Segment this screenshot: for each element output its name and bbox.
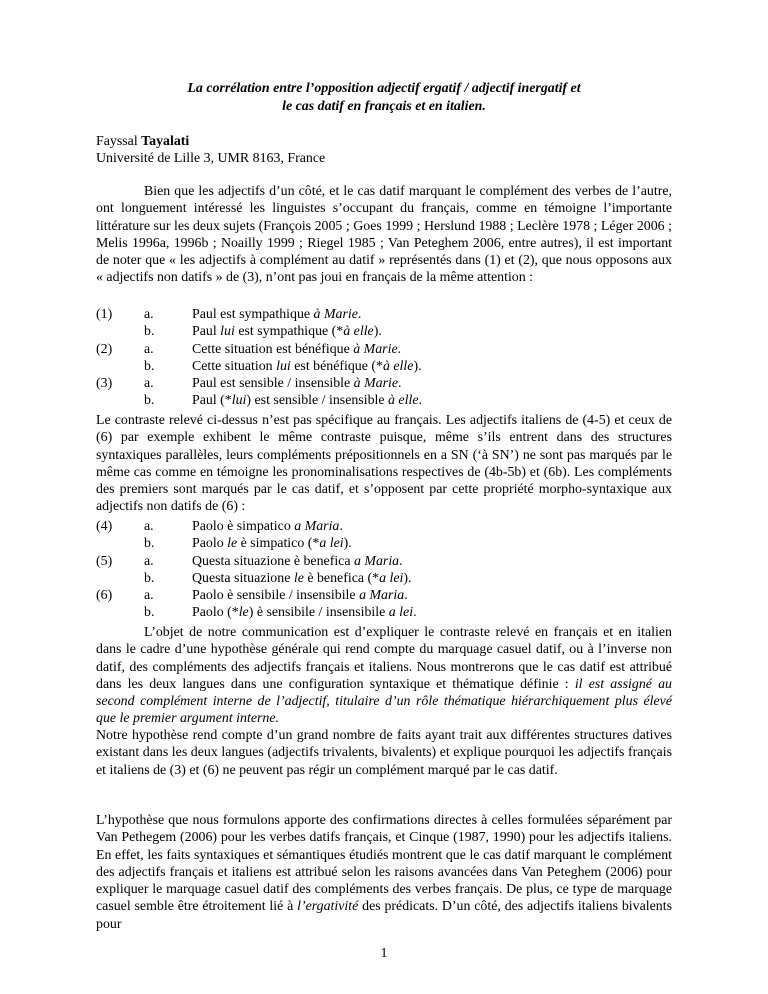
example-letter: a. (144, 376, 154, 392)
sentence-text: . (399, 553, 403, 569)
sentence-text: è benefica (* (303, 570, 380, 586)
sentence-text: Paul (192, 324, 221, 340)
sentence-italic: a Maria (359, 588, 405, 604)
example-row (96, 587, 672, 604)
sentence-text: Questa situazione (192, 570, 294, 586)
paragraph-hypothesis: Notre hypothèse rend compte d’un grand nombre de faits ayant trait aux différentes structures datives existant dans les deux langues (adjectifs trivalents, bivalents) et explique pourquoi les adjectifs français et italiens de (3) et (6) ne peuvent pas régir un complément marqué par le cas datif. (96, 728, 672, 778)
hypothesis-statement: il est assigné au second complément interne de l’adjectif, titulaire d’un rôle thématique hiérarchiquement plus élevé que le premier argument interne. (96, 676, 672, 727)
sentence-italic: à Marie (313, 307, 358, 322)
sentence-text: . (404, 588, 408, 604)
author-block (96, 133, 325, 168)
paragraph-objective (96, 624, 672, 728)
author-name (96, 133, 325, 150)
sentence-text: ) est sensible / insensible (246, 393, 389, 409)
example-sentence (192, 392, 422, 409)
example-sentence (192, 375, 402, 392)
objective-text: L’objet de notre communication est d’expliquer le contraste relevé en français et en italien dans le cadre d’une hypothèse générale qui rend compte du marquage casuel datif, ou à l’inverse non datif, des compléments des adjectifs français et italiens. Nous montrerons que le cas datif est attribué dans les deux langues dans une configuration syntaxique et thématique définie : (96, 625, 672, 692)
paragraph-contrast: Le contraste relevé ci-dessus n’est pas spécifique au français. Les adjectifs italiens de (4-5) et ceux de (6) par exemple exhibent le même contraste puisque, même s’ils entrent dans des structures syntaxiques parallèles, leurs compléments prépositionnels en a SN (‘à SN’) ne sont pas marqués par le même cas comme en témoigne les pronominalisations respectives de (4b-5b) et (6b). Les compléments des premiers sont marqués par le cas datif, et s’opposent par cette propriété morpho-syntaxique aux adjectifs non datifs de (6) : (96, 413, 672, 515)
example-letter: b. (144, 570, 155, 586)
sentence-text: . (398, 376, 402, 392)
example-sentence (192, 604, 417, 621)
confirmations-tail: des prédicats. D’un côté, des adjectifs italiens bivalents pour (96, 899, 672, 932)
example-number: (3) (96, 376, 113, 392)
paragraph-confirmations (96, 812, 672, 933)
sentence-italic: à elle (388, 393, 419, 409)
sentence-text: ). (403, 570, 412, 586)
example-sentence (192, 587, 408, 604)
sentence-text: Paul est sensible / insensible (192, 376, 354, 392)
sentence-text: Paolo (192, 536, 228, 552)
example-row (96, 570, 672, 587)
example-number: (6) (96, 588, 113, 604)
example-number: (2) (96, 341, 113, 357)
sentence-text: est bénéfique (* (290, 358, 383, 374)
sentence-italic: lui (231, 393, 247, 409)
sentence-text: Paul est sympathique (192, 307, 314, 322)
sentence-italic: le (227, 536, 238, 552)
example-row (96, 306, 672, 323)
sentence-italic: le (293, 570, 304, 586)
example-number: (1) (96, 307, 113, 322)
sentence-text: Paolo è simpatico (192, 519, 295, 534)
sentence-italic: à elle (382, 358, 414, 374)
sentence-text: ). (413, 358, 422, 374)
sentence-text: Paolo è sensibile / insensibile (192, 588, 360, 604)
sentence-italic: à Marie (353, 341, 398, 357)
sentence-text: . (397, 341, 402, 357)
examples-french (96, 306, 672, 410)
author-last-name: Tayalati (141, 134, 190, 149)
example-row (96, 535, 672, 552)
example-letter: a. (144, 588, 154, 604)
sentence-text: Paolo (* (192, 605, 239, 621)
sentence-text: Cette situation est bénéfique (192, 341, 354, 357)
sentence-italic: à elle (343, 324, 374, 340)
example-sentence (192, 358, 422, 375)
example-sentence (192, 518, 343, 535)
example-sentence (192, 535, 352, 552)
examples-italian (96, 518, 672, 622)
example-sentence (192, 341, 401, 358)
example-row (96, 604, 672, 621)
sentence-italic: lui (276, 358, 291, 374)
example-number: (4) (96, 519, 113, 534)
example-letter: b. (144, 605, 155, 621)
sentence-text: ) è sensibile / insensibile (248, 605, 389, 621)
example-letter: a. (144, 341, 154, 357)
example-row (96, 375, 672, 392)
example-row (96, 358, 672, 375)
sentence-italic: a lei (319, 536, 344, 552)
sentence-italic: à Marie (353, 376, 399, 392)
sentence-text: Cette situation (192, 358, 277, 374)
sentence-text: ). (343, 536, 352, 552)
sentence-italic: a Maria (353, 553, 400, 569)
example-row (96, 323, 672, 340)
example-letter: a. (144, 519, 154, 534)
example-number: (5) (96, 553, 113, 569)
example-letter: b. (144, 393, 155, 409)
example-letter: b. (144, 536, 155, 552)
example-letter: a. (144, 307, 154, 322)
sentence-text: Questa situazione è benefica (192, 553, 354, 569)
ergativity-term: l’ergativité (297, 899, 359, 915)
paragraph-intro: Bien que les adjectifs d’un côté, et le cas datif marquant le complément des verbes de l’autre, ont longuement intéressé les linguistes s’occupant du français, comme en témoigne l’importante littérature sur les deux sujets (François 2005 ; Goes 1999 ; Herslund 1988 ; Leclère 1978 ; Léger 2006 ; Melis 1996a, 1996b ; Noailly 1999 ; Riegel 1985 ; Van Peteghem 2006, entre autres), il est important de noter que « les adjectifs à complément au datif » représentés dans (1) et (2), que nous opposons aux « adjectifs non datifs » de (3), n’ont pas joui en français de la même attention : (96, 184, 672, 286)
example-letter: a. (144, 553, 154, 569)
example-letter: b. (144, 324, 155, 340)
example-sentence (192, 570, 412, 587)
example-letter: b. (144, 358, 155, 374)
sentence-text: . (413, 605, 417, 621)
title-line-2: le cas datif en français et en italien. (282, 99, 486, 114)
sentence-text: . (339, 519, 343, 534)
paper-title (96, 80, 672, 116)
confirmations-text: L’hypothèse que nous formulons apporte des confirmations directes à celles formulées séparément par Van Pethegem (2006) pour les verbes datifs français, et Cinque (1987, 1990) pour les adjectifs italiens. En effet, les faits syntaxiques et sémantiques étudiés montrent que le cas datif marquant le complément des adjectifs français et italiens est attribué selon les raisons avancées dans Van Peteghem (2006) pour expliquer le marquage casuel datif des compléments des verbes français. De plus, ce type de marquage casuel semble être étroitement lié à (96, 813, 672, 915)
sentence-text: . (357, 307, 362, 322)
page-number: 1 (380, 946, 388, 961)
sentence-italic: le (238, 605, 249, 621)
example-row (96, 392, 672, 409)
sentence-italic: a lei (379, 570, 404, 586)
sentence-italic: a Maria (294, 519, 340, 534)
sentence-text: ). (373, 324, 382, 340)
sentence-text: è simpatico (* (237, 536, 320, 552)
author-affiliation: Université de Lille 3, UMR 8163, France (96, 151, 326, 167)
sentence-italic: a lei (388, 605, 414, 621)
author-first-name: Fayssal (96, 134, 142, 149)
sentence-text: . (418, 393, 422, 409)
sentence-text: Paul (* (192, 393, 232, 409)
example-sentence (192, 306, 361, 323)
title-line-1: La corrélation entre l’opposition adjectif ergatif / adjectif inergatif et (187, 81, 581, 96)
example-sentence (192, 553, 403, 570)
sentence-text: est sympathique (* (234, 324, 344, 340)
example-row (96, 553, 672, 570)
example-row (96, 518, 672, 535)
example-sentence (192, 323, 382, 340)
sentence-italic: lui (220, 324, 235, 340)
example-row (96, 341, 672, 358)
